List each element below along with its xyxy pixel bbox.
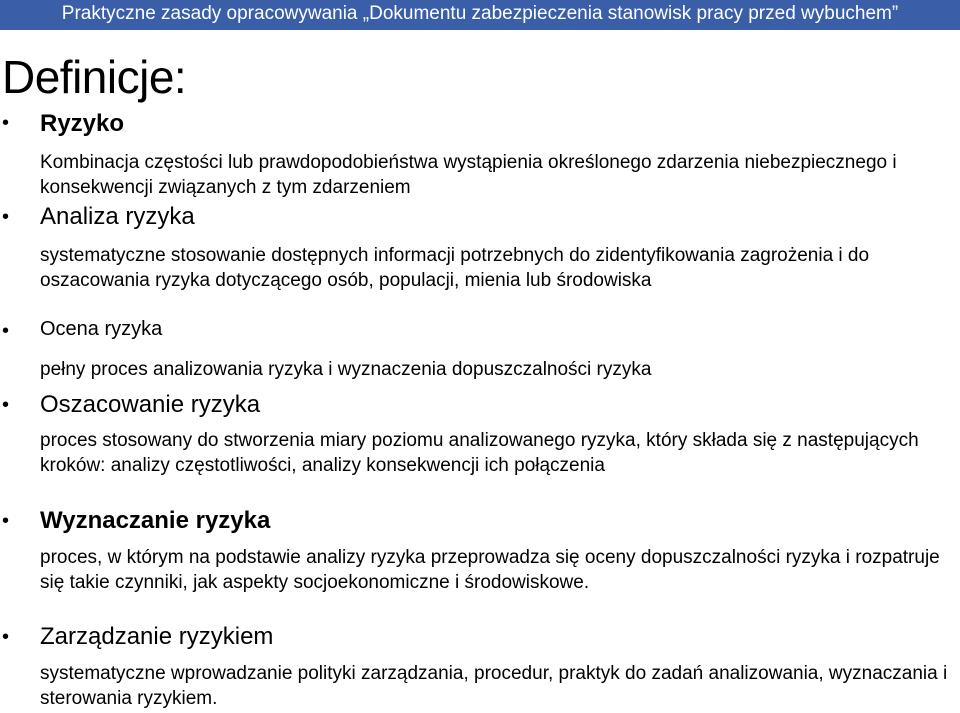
bullet-icon: • [2,320,10,342]
bullet-icon: • [2,626,10,648]
term-label: Ryzyko [40,110,125,137]
term-label: Ocena ryzyka [40,318,163,340]
header-title: Praktyczne zasady opracowywania „Dokumentu zabezpieczenia stanowisk pracy przed wybuchem” [61,3,899,24]
definition-text: Kombinacja częstości lub prawdopodobieństwa wystąpienia określonego zdarzenia niebezpiecznego i konsekwencji związanych z tym zdarzeniem [40,152,897,198]
term-label: Analiza ryzyka [40,203,195,230]
bullet-icon: • [2,394,10,416]
term-label: Zarządzanie ryzykiem [40,623,274,650]
definition-text: systematyczne wprowadzanie polityki zarządzania, procedur, praktyk do zadań analizowania, wyznaczania i sterowania ryzykiem. [40,663,948,709]
term-label: Wyznaczanie ryzyka [40,507,271,534]
definition-text: systematyczne stosowanie dostępnych informacji potrzebnych do zidentyfikowania zagrożenia i do oszacowania ryzyka dotyczącego osób, populacji, mienia lub środowiska [40,245,870,291]
definition-text: pełny proces analizowania ryzyka i wyznaczenia dopuszczalności ryzyka [40,359,652,380]
bullet-icon: • [2,112,10,134]
bullet-icon: • [2,206,10,228]
bullet-icon: • [2,510,10,532]
term-label: Oszacowanie ryzyka [40,391,261,418]
definition-text: proces, w którym na podstawie analizy ryzyka przeprowadza się oceny dopuszczalności ryzyka i rozpatruje się takie czynniki, jak aspekty socjoekonomiczne i środowiskowe. [40,547,940,593]
page-title: Definicje: [2,51,187,103]
definition-text: proces stosowany do stworzenia miary poziomu analizowanego ryzyka, który składa się z następujących kroków: analizy częstotliwości, analizy konsekwencji ich połączenia [40,430,919,476]
header-bar [0,0,960,30]
